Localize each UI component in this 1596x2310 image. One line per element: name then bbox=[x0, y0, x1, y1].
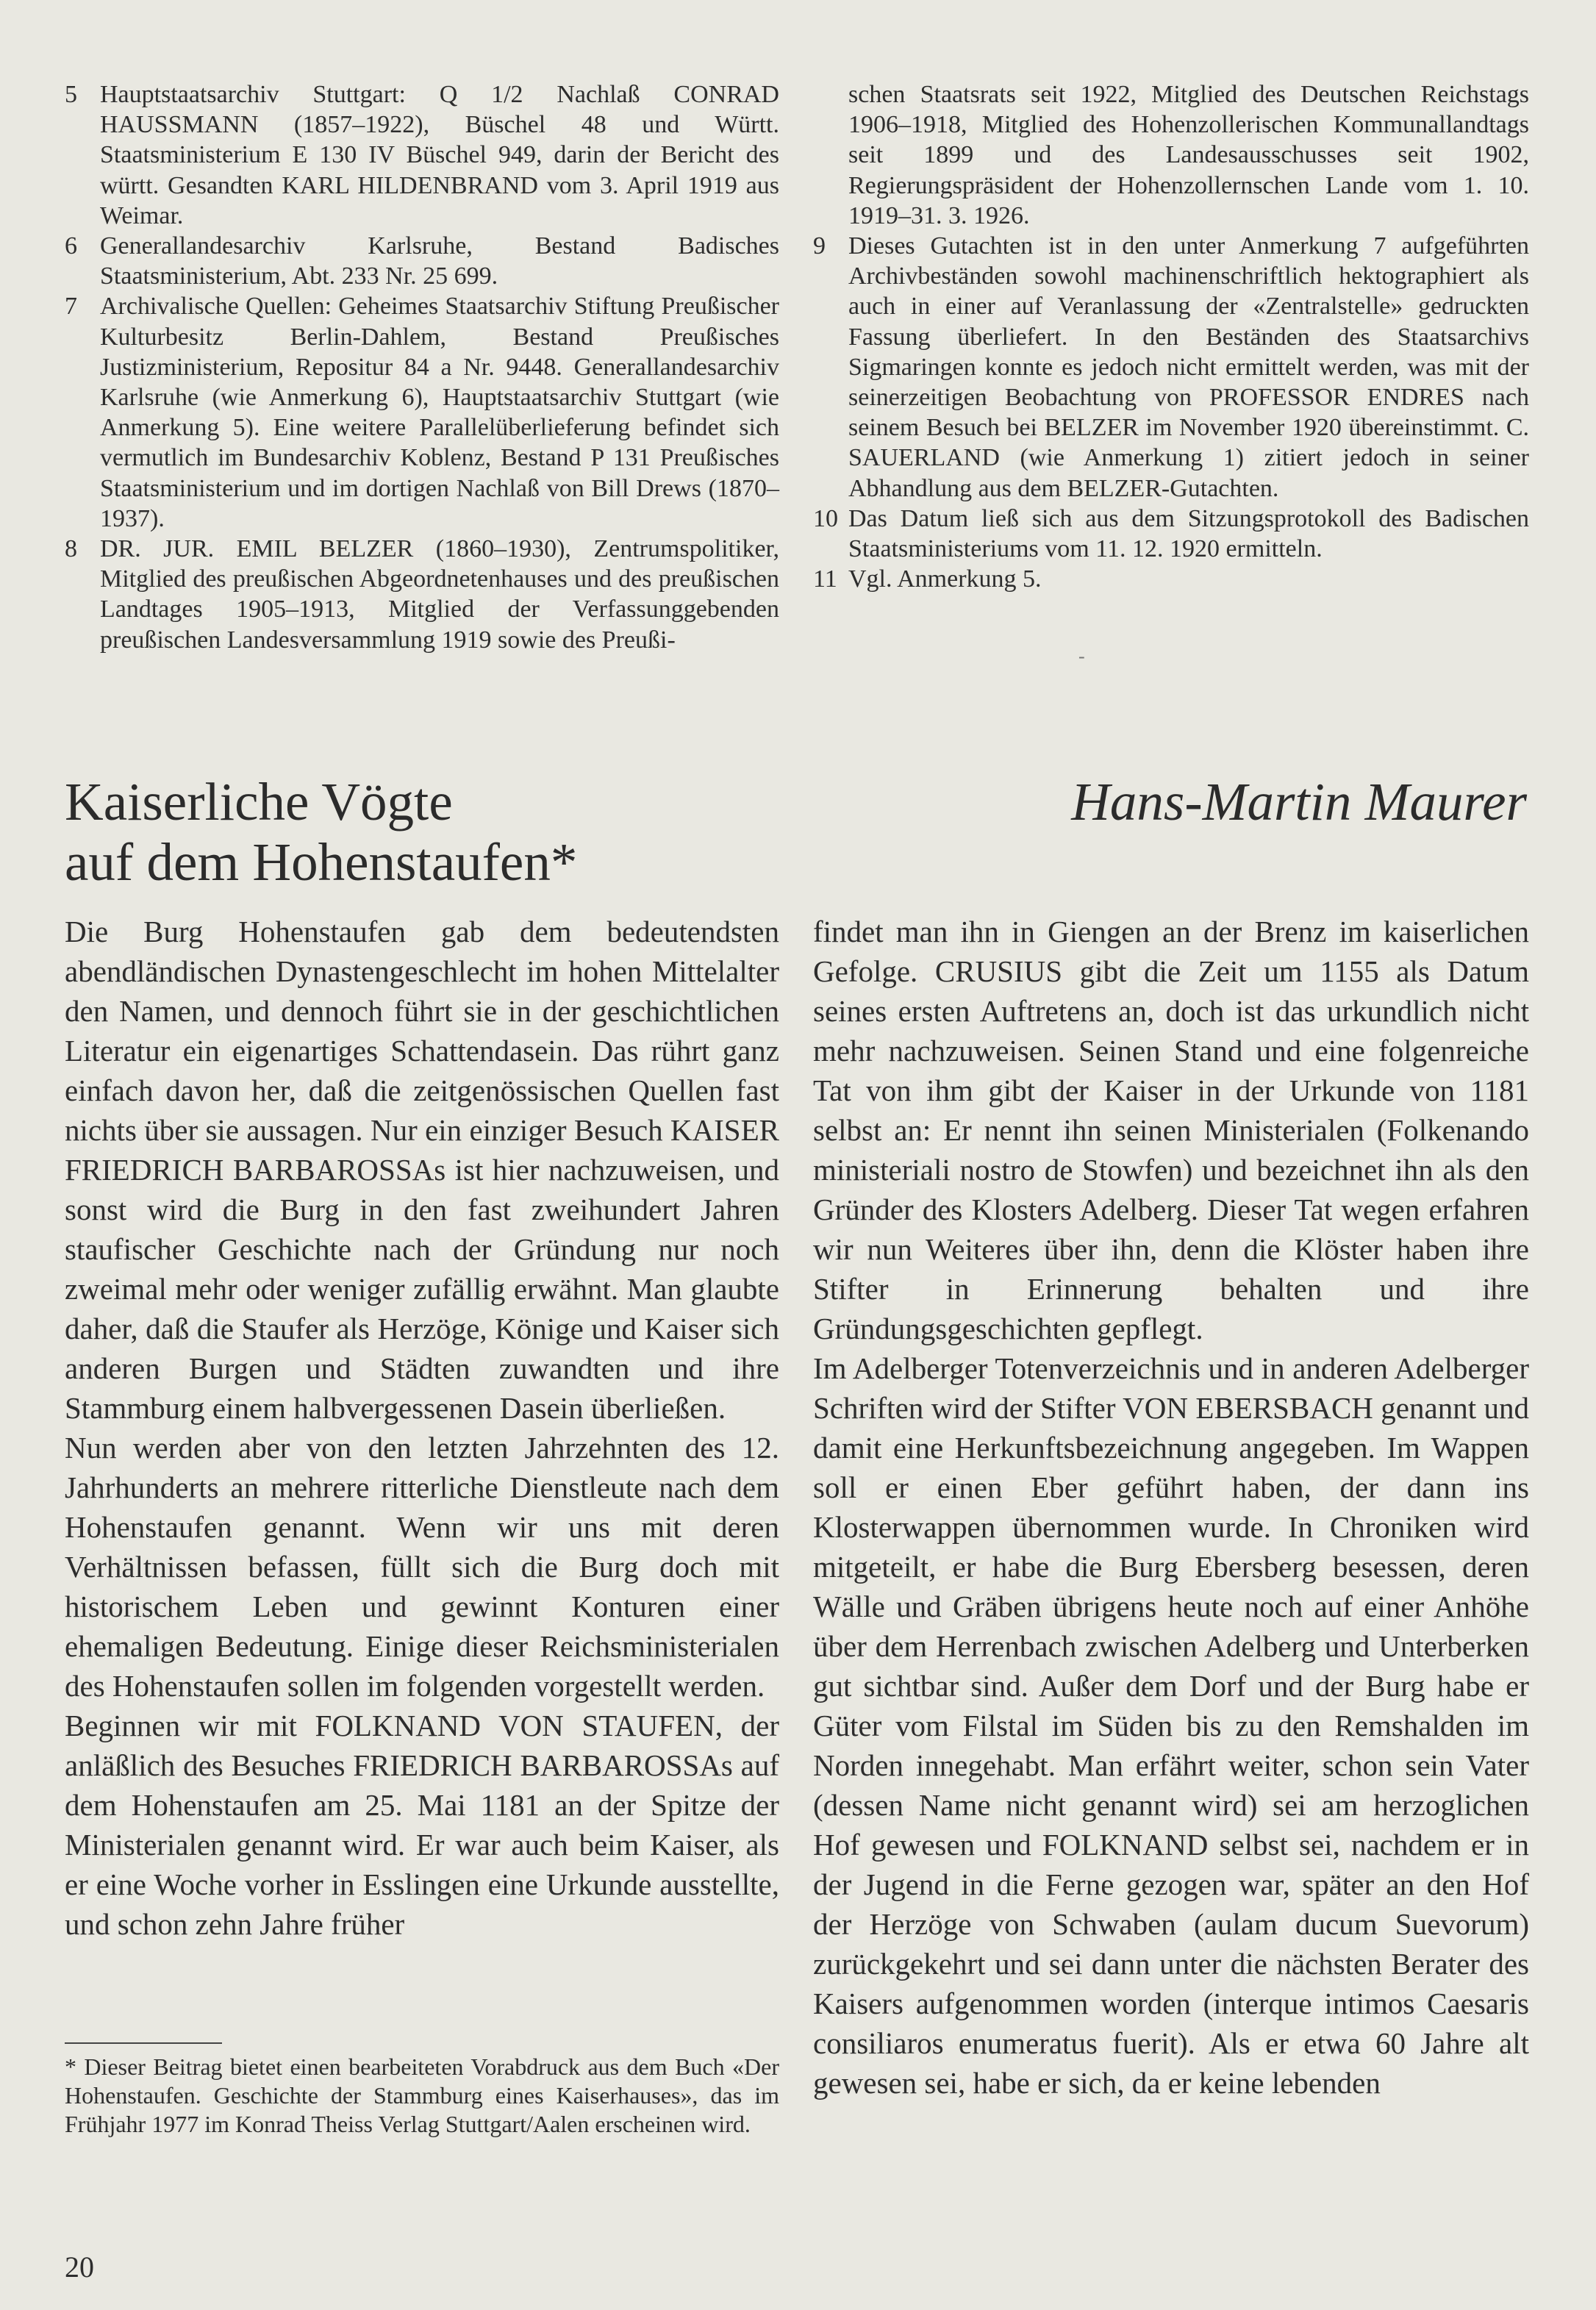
body-right-column bbox=[813, 912, 1529, 2103]
endnote-number: 10 bbox=[813, 504, 838, 532]
body-paragraph: Im Adelberger Totenverzeichnis und in anderen Adelberger Schriften wird der Stifter VON EBERSBACH genannt und damit eine Herkunftsbezeichnung angegeben. Im Wappen soll er einen Eber geführt haben, der dann ins Klosterwappen übernommen wurde. In Chroniken wird mitgeteilt, er habe die Burg Ebersberg besessen, deren Wälle und Gräben übrigens heute noch auf einer Anhöhe über dem Herrenbach zwischen Adelberg und Unterberken gut sichtbar sind. Außer dem Dorf und der Burg habe er Güter vom Filstal im Süden bis zu den Remshalden im Norden innegehabt. Man erfährt weiter, schon sein Vater (dessen Name nicht genannt wird) sei am herzoglichen Hof gewesen und FOLKNAND selbst sei, nachdem er in der Jugend in die Ferne gezogen war, später an den Hof der Herzöge von Schwaben (aulam ducum Suevorum) zurückgekehrt und sei dann unter die nächsten Berater des Kaisers aufgenommen worden (interque intimos Caesaris consiliaros enumeratus fuerit). Als er etwa 60 Jahre alt gewesen sei, habe er sich, da er keine lebenden bbox=[813, 1351, 1529, 2100]
endnote bbox=[65, 291, 779, 534]
endnote-number: 11 bbox=[813, 565, 837, 593]
body-paragraph: findet man ihn in Giengen an der Brenz im kaiserlichen Gefolge. CRUSIUS gibt die Zeit um 1155 als Datum seines ersten Auftretens an, doch ist das urkundlich nicht mehr nachzuweisen. Seinen Stand und eine folgenreiche Tat von ihm gibt der Kaiser in der Urkunde von 1181 selbst an: Er nennt ihn seinen Ministerialen (Folkenando ministeriali nostro de Stowfen) und bezeichnet ihn als den Gründer des Klosters Adelberg. Dieser Tat wegen erfahren wir nun Weiteres über ihn, denn die Klöster haben ihre Stifter in Erinnerung behalten und ihre Gründungsgeschichten gepflegt. bbox=[813, 915, 1529, 1345]
endnote-number bbox=[813, 79, 848, 231]
endnote-text: DR. JUR. EMIL BELZER (1860–1930), Zentrumspolitiker, Mitglied des preußischen Abgeordnetenhauses und des preußischen Landtages 1905–1913, Mitglied der Verfassunggebenden preußischen Landesversammlung 1919 sowie des Preußi- bbox=[100, 535, 779, 654]
endnote-number: 8 bbox=[65, 535, 77, 563]
endnote-text: Archivalische Quellen: Geheimes Staatsarchiv Stiftung Preußischer Kulturbesitz Berlin-Dahlem, Bestand Preußisches Justizministerium, Repositur 84 a Nr. 9448. Generallandesarchiv Karlsruhe (wie Anmerkung 6), Hauptstaatsarchiv Stuttgart (wie Anmerkung 5). Eine weitere Parallelüberlieferung befindet sich vermutlich im Bundesarchiv Koblenz, Bestand P 131 Preußisches Staatsministerium und im dortigen Nachlaß von Bill Drews (1870–1937). bbox=[100, 293, 779, 532]
body-left-column bbox=[65, 912, 779, 1944]
endnote-text: schen Staatsrats seit 1922, Mitglied des Deutschen Reichstags 1906–1918, Mitglied des Hohenzollerischen Kommunallandtags seit 1899 und des Landesausschusses seit 1902, Regierungspräsident der Hohenzollernschen Lande vom 1. 10. 1919–31. 3. 1926. bbox=[848, 81, 1529, 229]
endnotes-left-column bbox=[65, 79, 779, 655]
endnote-text: Dieses Gutachten ist in den unter Anmerkung 7 aufgeführten Archivbeständen sowohl machinenschriftlich hektographiert als auch in einer auf Veranlassung der «Zentralstelle» gedruckten Fassung überliefert. In den Beständen des Staatsarchivs Sigmaringen konnte es jedoch nicht ermittelt werden, was mit der seinerzeitigen Beobachtung von PROFESSOR ENDRES nach seinem Besuch bei BELZER im November 1920 übereinstimmt. C. SAUERLAND (wie Anmerkung 1) zitiert jedoch in seiner Abhandlung aus dem BELZER-Gutachten. bbox=[848, 232, 1529, 502]
endnote-number: 9 bbox=[813, 232, 826, 260]
endnotes-right-column bbox=[813, 79, 1529, 594]
page-number: 20 bbox=[65, 2250, 94, 2284]
endnote-text: Generallandesarchiv Karlsruhe, Bestand Badisches Staatsministerium, Abt. 233 Nr. 25 699. bbox=[100, 232, 779, 290]
endnote-number: 7 bbox=[65, 293, 77, 321]
separator-mark: - bbox=[1078, 646, 1085, 667]
article-author: Hans-Martin Maurer bbox=[1071, 772, 1527, 832]
body-paragraph: Die Burg Hohenstaufen gab dem bedeutendsten abendländischen Dynastengeschlecht im hohen Mittelalter den Namen, und dennoch führt sie in der geschichtlichen Literatur ein eigenartiges Schattendasein. Das rührt ganz einfach davon her, daß die zeitgenössischen Quellen fast nichts über sie aussagen. Nur ein einziger Besuch KAISER FRIEDRICH BARBAROSSAs ist hier nachzuweisen, und sonst wird die Burg in den fast zweihundert Jahren staufischer Geschichte nach der Gründung nur noch zweimal mehr oder weniger zufällig erwähnt. Man glaubte daher, daß die Staufer als Herzöge, Könige und Kaiser sich anderen Burgen und Städten zuwandten und ihre Stammburg einem halbvergessenen Dasein überließen. bbox=[65, 915, 779, 1425]
body-paragraph: Nun werden aber von den letzten Jahrzehnten des 12. Jahrhunderts an mehrere ritterliche Dienstleute nach dem Hohenstaufen genannt. Wenn wir uns mit deren Verhältnissen befassen, füllt sich die Burg doch mit historischem Leben und gewinnt Konturen einer ehemaligen Bedeutung. Einige dieser Reichsministerialen des Hohenstaufen sollen im folgenden vorgestellt werden. bbox=[65, 1431, 779, 1703]
endnote-number: 5 bbox=[65, 81, 77, 108]
endnote bbox=[65, 231, 779, 291]
endnote bbox=[813, 504, 1529, 564]
endnote bbox=[65, 534, 779, 655]
endnote bbox=[813, 79, 1529, 231]
endnote-text: Das Datum ließ sich aus dem Sitzungsprotokoll des Badischen Staatsministeriums vom 11. 12. 1920 ermitteln. bbox=[848, 504, 1529, 563]
endnote-text: Vgl. Anmerkung 5. bbox=[848, 565, 1042, 593]
footnote-rule bbox=[65, 2042, 222, 2044]
endnote-number: 6 bbox=[65, 232, 77, 260]
endnote bbox=[813, 564, 1529, 594]
endnote-text: Hauptstaatsarchiv Stuttgart: Q 1/2 Nachlaß CONRAD HAUSSMANN (1857–1922), Büschel 48 und Württ. Staatsministerium E 130 IV Büschel 949, darin der Bericht des württ. Gesandten KARL HILDENBRAND vom 3. April 1919 aus Weimar. bbox=[100, 81, 779, 229]
endnote bbox=[813, 231, 1529, 504]
endnote bbox=[65, 79, 779, 231]
article-footnote: * Dieser Beitrag bietet einen bearbeiteten Vorabdruck aus dem Buch «Der Hohenstaufen. Geschichte der Stammburg eines Kaiserhauses», das im Frühjahr 1977 im Konrad Theiss Verlag Stuttgart/Aalen erscheinen wird. bbox=[65, 2053, 779, 2137]
article-title bbox=[65, 772, 800, 893]
article-title-line: auf dem Hohenstaufen* bbox=[65, 832, 578, 892]
article-title-line: Kaiserliche Vögte bbox=[65, 772, 453, 832]
body-paragraph: Beginnen wir mit FOLKNAND VON STAUFEN, der anläßlich des Besuches FRIEDRICH BARBAROSSAs auf dem Hohenstaufen am 25. Mai 1181 an der Spitze der Ministerialen genannt wird. Er war auch beim Kaiser, als er eine Woche vorher in Esslingen eine Urkunde ausstellte, und schon zehn Jahre früher bbox=[65, 1709, 779, 1941]
